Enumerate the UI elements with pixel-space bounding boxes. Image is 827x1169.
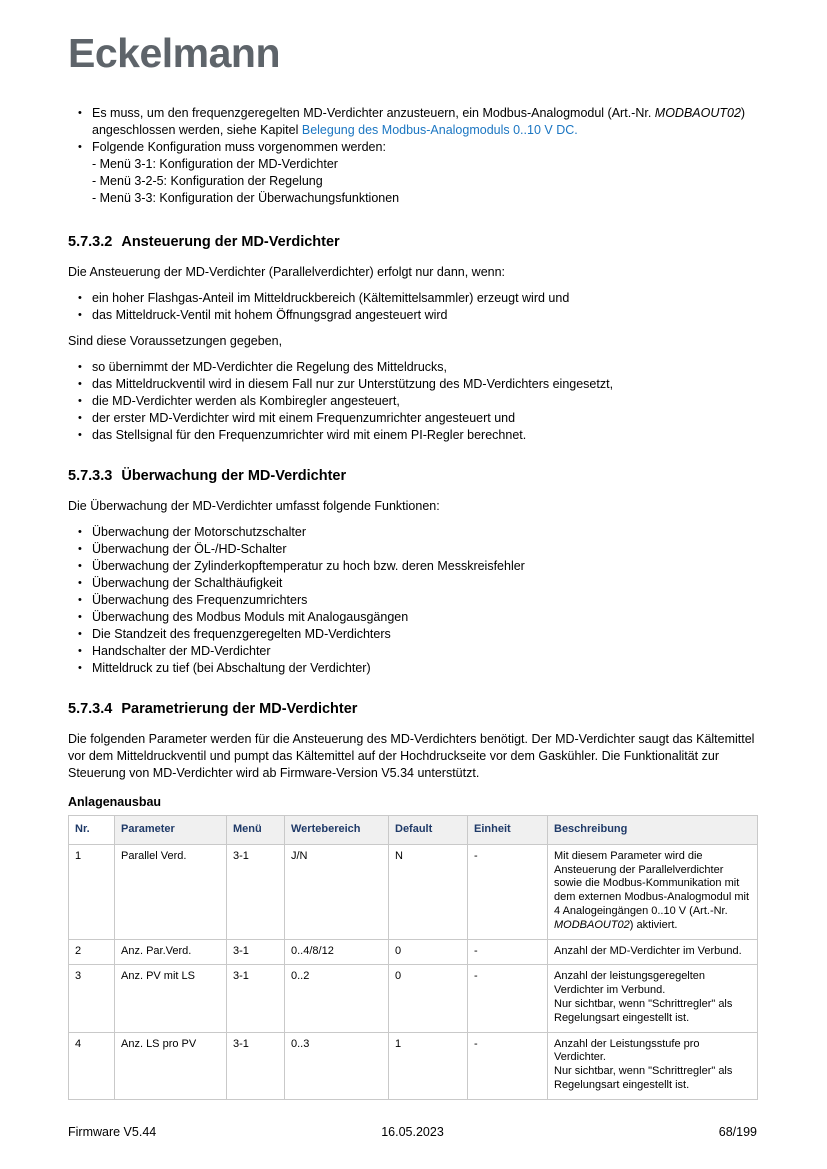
- list-item: • Überwachung der Zylinderkopftemperatur zu hoch bzw. deren Messkreisfehler: [68, 558, 758, 575]
- paragraph: Sind diese Voraussetzungen gegeben,: [68, 334, 283, 348]
- section-number: 5.7.3.3: [68, 468, 113, 484]
- list-item: • die MD-Verdichter werden als Kombiregler angesteuert,: [68, 393, 758, 410]
- footer-page-number: 68/199: [718, 1125, 757, 1139]
- article-number: MODBAOUT02: [654, 106, 741, 120]
- cell-nr: 1: [69, 844, 115, 939]
- list-item: • das Stellsignal für den Frequenzumrichter wird mit einem PI-Regler berechnet.: [68, 427, 758, 444]
- sub-list-item: - Menü 3-3: Konfiguration der Überwachungsfunktionen: [92, 191, 400, 205]
- list-item-text: Es muss, um den frequenzgeregelten MD-Verdichter anzusteuern, ein Modbus-Analogmodul (Art.-Nr.: [92, 106, 655, 120]
- cell-menu: 3-1: [227, 844, 285, 939]
- description-text: Mit diesem Parameter wird die Ansteuerung der Parallelverdichter sowie die Modbus-Kommunikation mit dem externen Modbus-Analogmodul mit 4 Analogeingängen 0..10 V (Art.-Nr.: [554, 849, 750, 917]
- list-item: [68, 105, 758, 139]
- list-item: • der erster MD-Verdichter wird mit einem Frequenzumrichter angesteuert und: [68, 410, 758, 427]
- list-item: • so übernimmt der MD-Verdichter die Regelung des Mitteldrucks,: [68, 359, 758, 376]
- cell-default: 0: [389, 939, 468, 965]
- bullet-list: [68, 524, 758, 677]
- page-footer: [68, 1125, 757, 1139]
- paragraph: Die folgenden Parameter werden für die Ansteuerung des MD-Verdichters benötigt. Der MD-Verdichter saugt das Kältemittel vor dem Mitteldruckventil und pumpt das Kältemittel auf der Hochdruckseite vor dem Gaskühler. Die Funktionalität zur Steuerung von MD-Verdichter wird ab Firmware-Version V5.34 unterstützt.: [68, 732, 755, 780]
- column-header-beschreibung: Beschreibung: [548, 816, 758, 845]
- bullet-list: [68, 359, 758, 444]
- column-header-menu: Menü: [227, 816, 285, 845]
- section-title: Überwachung der MD-Verdichter: [121, 468, 347, 484]
- description-text: Anzahl der leistungsgeregelten Verdichter im Verbund.: [554, 970, 706, 997]
- description-text: Anzahl der MD-Verdichter im Verbund.: [554, 944, 742, 957]
- cell-parameter: Anz. PV mit LS: [115, 965, 227, 1032]
- column-header-parameter: Parameter: [115, 816, 227, 845]
- list-item: • Überwachung der Schalthäufigkeit: [68, 575, 758, 592]
- list-item: • das Mitteldruck-Ventil mit hohem Öffnungsgrad angesteuert wird: [68, 307, 758, 324]
- table-caption-anlagenausbau: Anlagenausbau: [68, 795, 162, 809]
- section-number: 5.7.3.2: [68, 234, 113, 250]
- cell-einheit: -: [468, 844, 548, 939]
- column-header-einheit: Einheit: [468, 816, 548, 845]
- page-content: [68, 0, 758, 1100]
- paragraph: Die Ansteuerung der MD-Verdichter (Parallelverdichter) erfolgt nur dann, wenn:: [68, 265, 506, 279]
- description-text: Nur sichtbar, wenn "Schrittregler" als Regelungsart eingestellt ist.: [554, 997, 733, 1024]
- link-belegung-modbus-analogmodul[interactable]: Belegung des Modbus-Analogmoduls 0..10 V DC.: [301, 123, 578, 137]
- table-row: [69, 965, 758, 1032]
- cell-wertebereich: J/N: [285, 844, 389, 939]
- eckelmann-logo: Eckelmann: [68, 30, 280, 76]
- cell-menu: 3-1: [227, 965, 285, 1032]
- list-item-text: ) angeschlossen werden, siehe Kapitel: [92, 106, 746, 137]
- table-row: [69, 1032, 758, 1099]
- cell-parameter: Anz. Par.Verd.: [115, 939, 227, 965]
- paragraph: Die Überwachung der MD-Verdichter umfasst folgende Funktionen:: [68, 499, 440, 513]
- list-item: • Überwachung des Frequenzumrichters: [68, 592, 758, 609]
- section-heading-5733: [68, 467, 758, 485]
- description-text: ) aktiviert.: [629, 918, 678, 931]
- list-item: • Überwachung des Modbus Moduls mit Analogausgängen: [68, 609, 758, 626]
- column-header-wertebereich: Wertebereich: [285, 816, 389, 845]
- cell-beschreibung: [548, 844, 758, 939]
- bullet-list: [68, 290, 758, 324]
- cell-einheit: -: [468, 965, 548, 1032]
- section-heading-5734: [68, 700, 758, 718]
- cell-default: 1: [389, 1032, 468, 1099]
- cell-einheit: -: [468, 939, 548, 965]
- cell-nr: 3: [69, 965, 115, 1032]
- cell-wertebereich: 0..4/8/12: [285, 939, 389, 965]
- cell-wertebereich: 0..3: [285, 1032, 389, 1099]
- table-header-row: [69, 816, 758, 845]
- list-item: • Handschalter der MD-Verdichter: [68, 643, 758, 660]
- sub-list-item: - Menü 3-2-5: Konfiguration der Regelung: [92, 174, 323, 188]
- list-item: • Die Standzeit des frequenzgeregelten MD-Verdichters: [68, 626, 758, 643]
- list-item: • Mitteldruck zu tief (bei Abschaltung der Verdichter): [68, 660, 758, 677]
- cell-einheit: -: [468, 1032, 548, 1099]
- section-heading-5732: [68, 233, 758, 251]
- sub-list-item: - Menü 3-1: Konfiguration der MD-Verdichter: [92, 157, 338, 171]
- list-item-text: Folgende Konfiguration muss vorgenommen werden:: [92, 140, 386, 154]
- cell-menu: 3-1: [227, 939, 285, 965]
- description-text: Nur sichtbar, wenn "Schrittregler" als Regelungsart eingestellt ist.: [554, 1065, 733, 1091]
- parameters-table: [68, 815, 758, 1100]
- article-number: MODBAOUT02: [554, 918, 630, 931]
- list-item: [68, 139, 758, 156]
- cell-parameter: Parallel Verd.: [115, 844, 227, 939]
- cell-nr: 4: [69, 1032, 115, 1099]
- cell-beschreibung: [548, 965, 758, 1032]
- list-item: • das Mitteldruckventil wird in diesem Fall nur zur Unterstützung des MD-Verdichters eingesetzt,: [68, 376, 758, 393]
- cell-wertebereich: 0..2: [285, 965, 389, 1032]
- intro-bullet-list: [68, 105, 758, 207]
- table-row: [69, 844, 758, 939]
- column-header-nr: Nr.: [69, 816, 115, 845]
- column-header-default: Default: [389, 816, 468, 845]
- table-row: [69, 939, 758, 965]
- cell-nr: 2: [69, 939, 115, 965]
- footer-date: 16.05.2023: [381, 1125, 444, 1139]
- cell-parameter: Anz. LS pro PV: [115, 1032, 227, 1099]
- list-item: • Überwachung der Motorschutzschalter: [68, 524, 758, 541]
- cell-beschreibung: [548, 1032, 758, 1099]
- section-title: Ansteuerung der MD-Verdichter: [121, 234, 340, 250]
- cell-menu: 3-1: [227, 1032, 285, 1099]
- list-item: • ein hoher Flashgas-Anteil im Mitteldruckbereich (Kältemittelsammler) erzeugt wird und: [68, 290, 758, 307]
- cell-default: 0: [389, 965, 468, 1032]
- cell-default: N: [389, 844, 468, 939]
- description-text: Anzahl der Leistungsstufe pro Verdichter.: [554, 1037, 700, 1064]
- footer-firmware-version: Firmware V5.44: [68, 1125, 157, 1139]
- cell-beschreibung: [548, 939, 758, 965]
- section-title: Parametrierung der MD-Verdichter: [121, 701, 358, 717]
- list-item: • Überwachung der ÖL-/HD-Schalter: [68, 541, 758, 558]
- section-number: 5.7.3.4: [68, 701, 113, 717]
